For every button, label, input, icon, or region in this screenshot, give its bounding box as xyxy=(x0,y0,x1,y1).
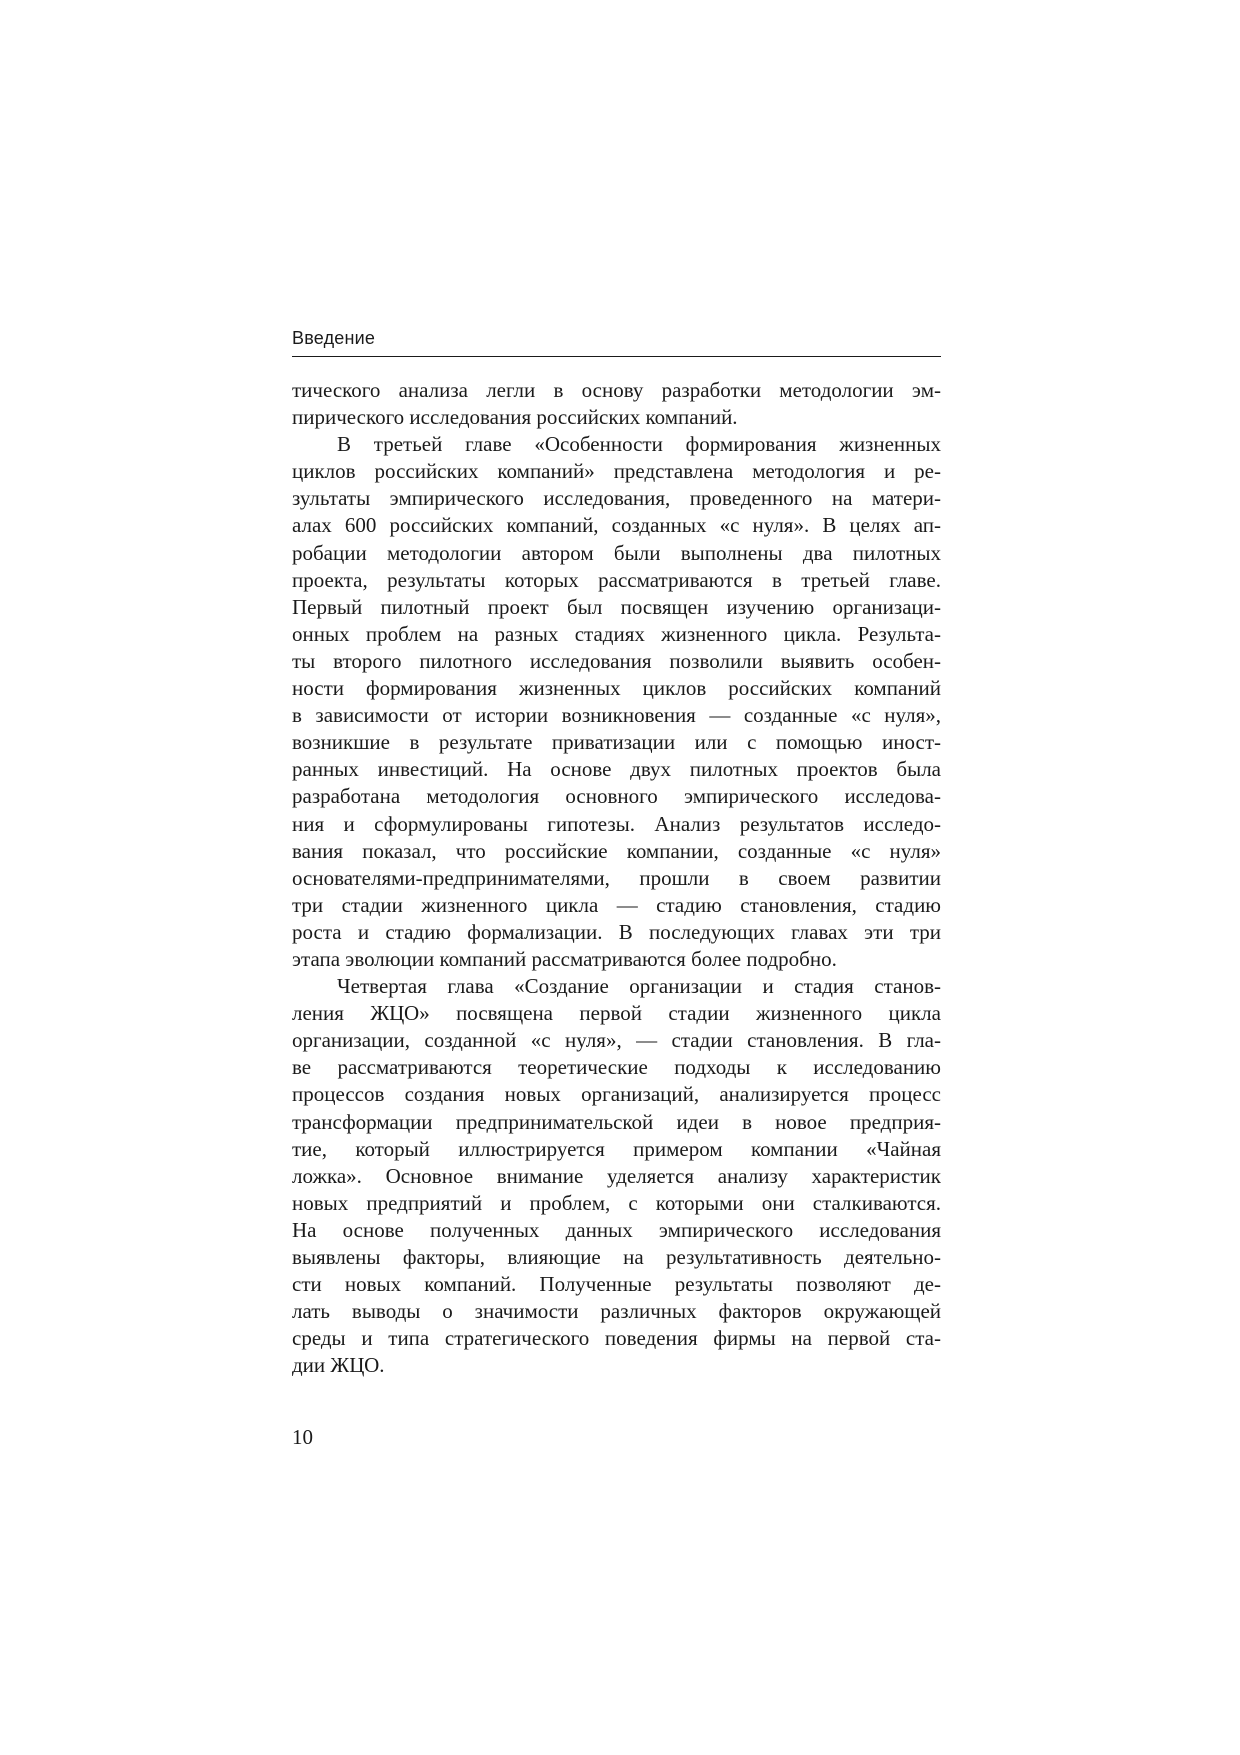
text-line: этапа эволюции компаний рассматриваются более подробно. xyxy=(292,946,837,971)
text-line: лать выводы о значимости различных факторов окружающей xyxy=(292,1299,941,1324)
text-line: тического анализа легли в основу разработки методологии эм- xyxy=(292,378,941,402)
text-line: в зависимости от истории возникновения — созданные «с нуля», xyxy=(292,703,941,728)
text-line: разработана методология основного эмпирического исследова- xyxy=(292,784,941,809)
text-line: ложка». Основное внимание уделяется анализу характеристик xyxy=(292,1163,941,1188)
text-line: три стадии жизненного цикла — стадию становления, стадию xyxy=(292,892,941,917)
text-line: На основе полученных данных эмпирического исследования xyxy=(292,1217,941,1242)
text-line: робации методологии автором были выполнены два пилотных xyxy=(292,540,941,565)
text-line: ве рассматриваются теоретические подходы к исследованию xyxy=(292,1055,941,1080)
running-head-title: Введение xyxy=(292,328,376,348)
text-line: дии ЖЦО. xyxy=(292,1353,385,1378)
text-line: ния и сформулированы гипотезы. Анализ результатов исследо- xyxy=(292,811,941,836)
text-line: сти новых компаний. Полученные результаты позволяют де- xyxy=(292,1272,941,1297)
text-line: В третьей главе «Особенности формирования жизненных xyxy=(337,432,941,457)
text-line: проекта, результаты которых рассматриваются в третьей главе. xyxy=(292,567,941,592)
text-line: вания показал, что российские компании, созданные «с нуля» xyxy=(292,838,941,863)
text-line: зультаты эмпирического исследования, проведенного на матери- xyxy=(292,486,941,511)
body-text xyxy=(292,377,941,1379)
text-line: пирического исследования российских компаний. xyxy=(292,405,738,430)
page-number: 10 xyxy=(292,1425,313,1449)
text-line: организации, созданной «с нуля», — стадии становления. В гла- xyxy=(292,1028,941,1053)
text-line: циклов российских компаний» представлена методология и ре- xyxy=(292,459,941,484)
text-line: ности формирования жизненных циклов российских компаний xyxy=(292,676,941,701)
text-line: основателями-предпринимателями, прошли в своем развитии xyxy=(292,865,941,890)
text-line: ты второго пилотного исследования позволили выявить особен- xyxy=(292,648,941,673)
text-line: среды и типа стратегического поведения фирмы на первой ста- xyxy=(292,1326,941,1351)
text-line: ранных инвестиций. На основе двух пилотных проектов была xyxy=(292,757,941,782)
text-line: Первый пилотный проект был посвящен изучению организаци- xyxy=(292,594,941,619)
text-line: процессов создания новых организаций, анализируется процесс xyxy=(292,1082,941,1107)
running-head xyxy=(292,326,941,357)
text-line: возникшие в результате приватизации или с помощью иност- xyxy=(292,730,941,755)
text-line: ления ЖЦО» посвящена первой стадии жизненного цикла xyxy=(292,1001,941,1026)
text-line: Четвертая глава «Создание организации и стадия станов- xyxy=(337,974,941,999)
text-line: тие, который иллюстрируется примером компании «Чайная xyxy=(292,1136,941,1161)
text-line: выявлены факторы, влияющие на результативность деятельно- xyxy=(292,1245,941,1269)
text-line: онных проблем на разных стадиях жизненного цикла. Результа- xyxy=(292,621,941,646)
text-line: новых предприятий и проблем, с которыми они сталкиваются. xyxy=(292,1190,941,1215)
text-line: трансформации предпринимательской идеи в новое предприя- xyxy=(292,1109,941,1134)
text-line: алах 600 российских компаний, созданных «с нуля». В целях ап- xyxy=(292,513,941,538)
text-line: роста и стадию формализации. В последующих главах эти три xyxy=(292,919,941,944)
